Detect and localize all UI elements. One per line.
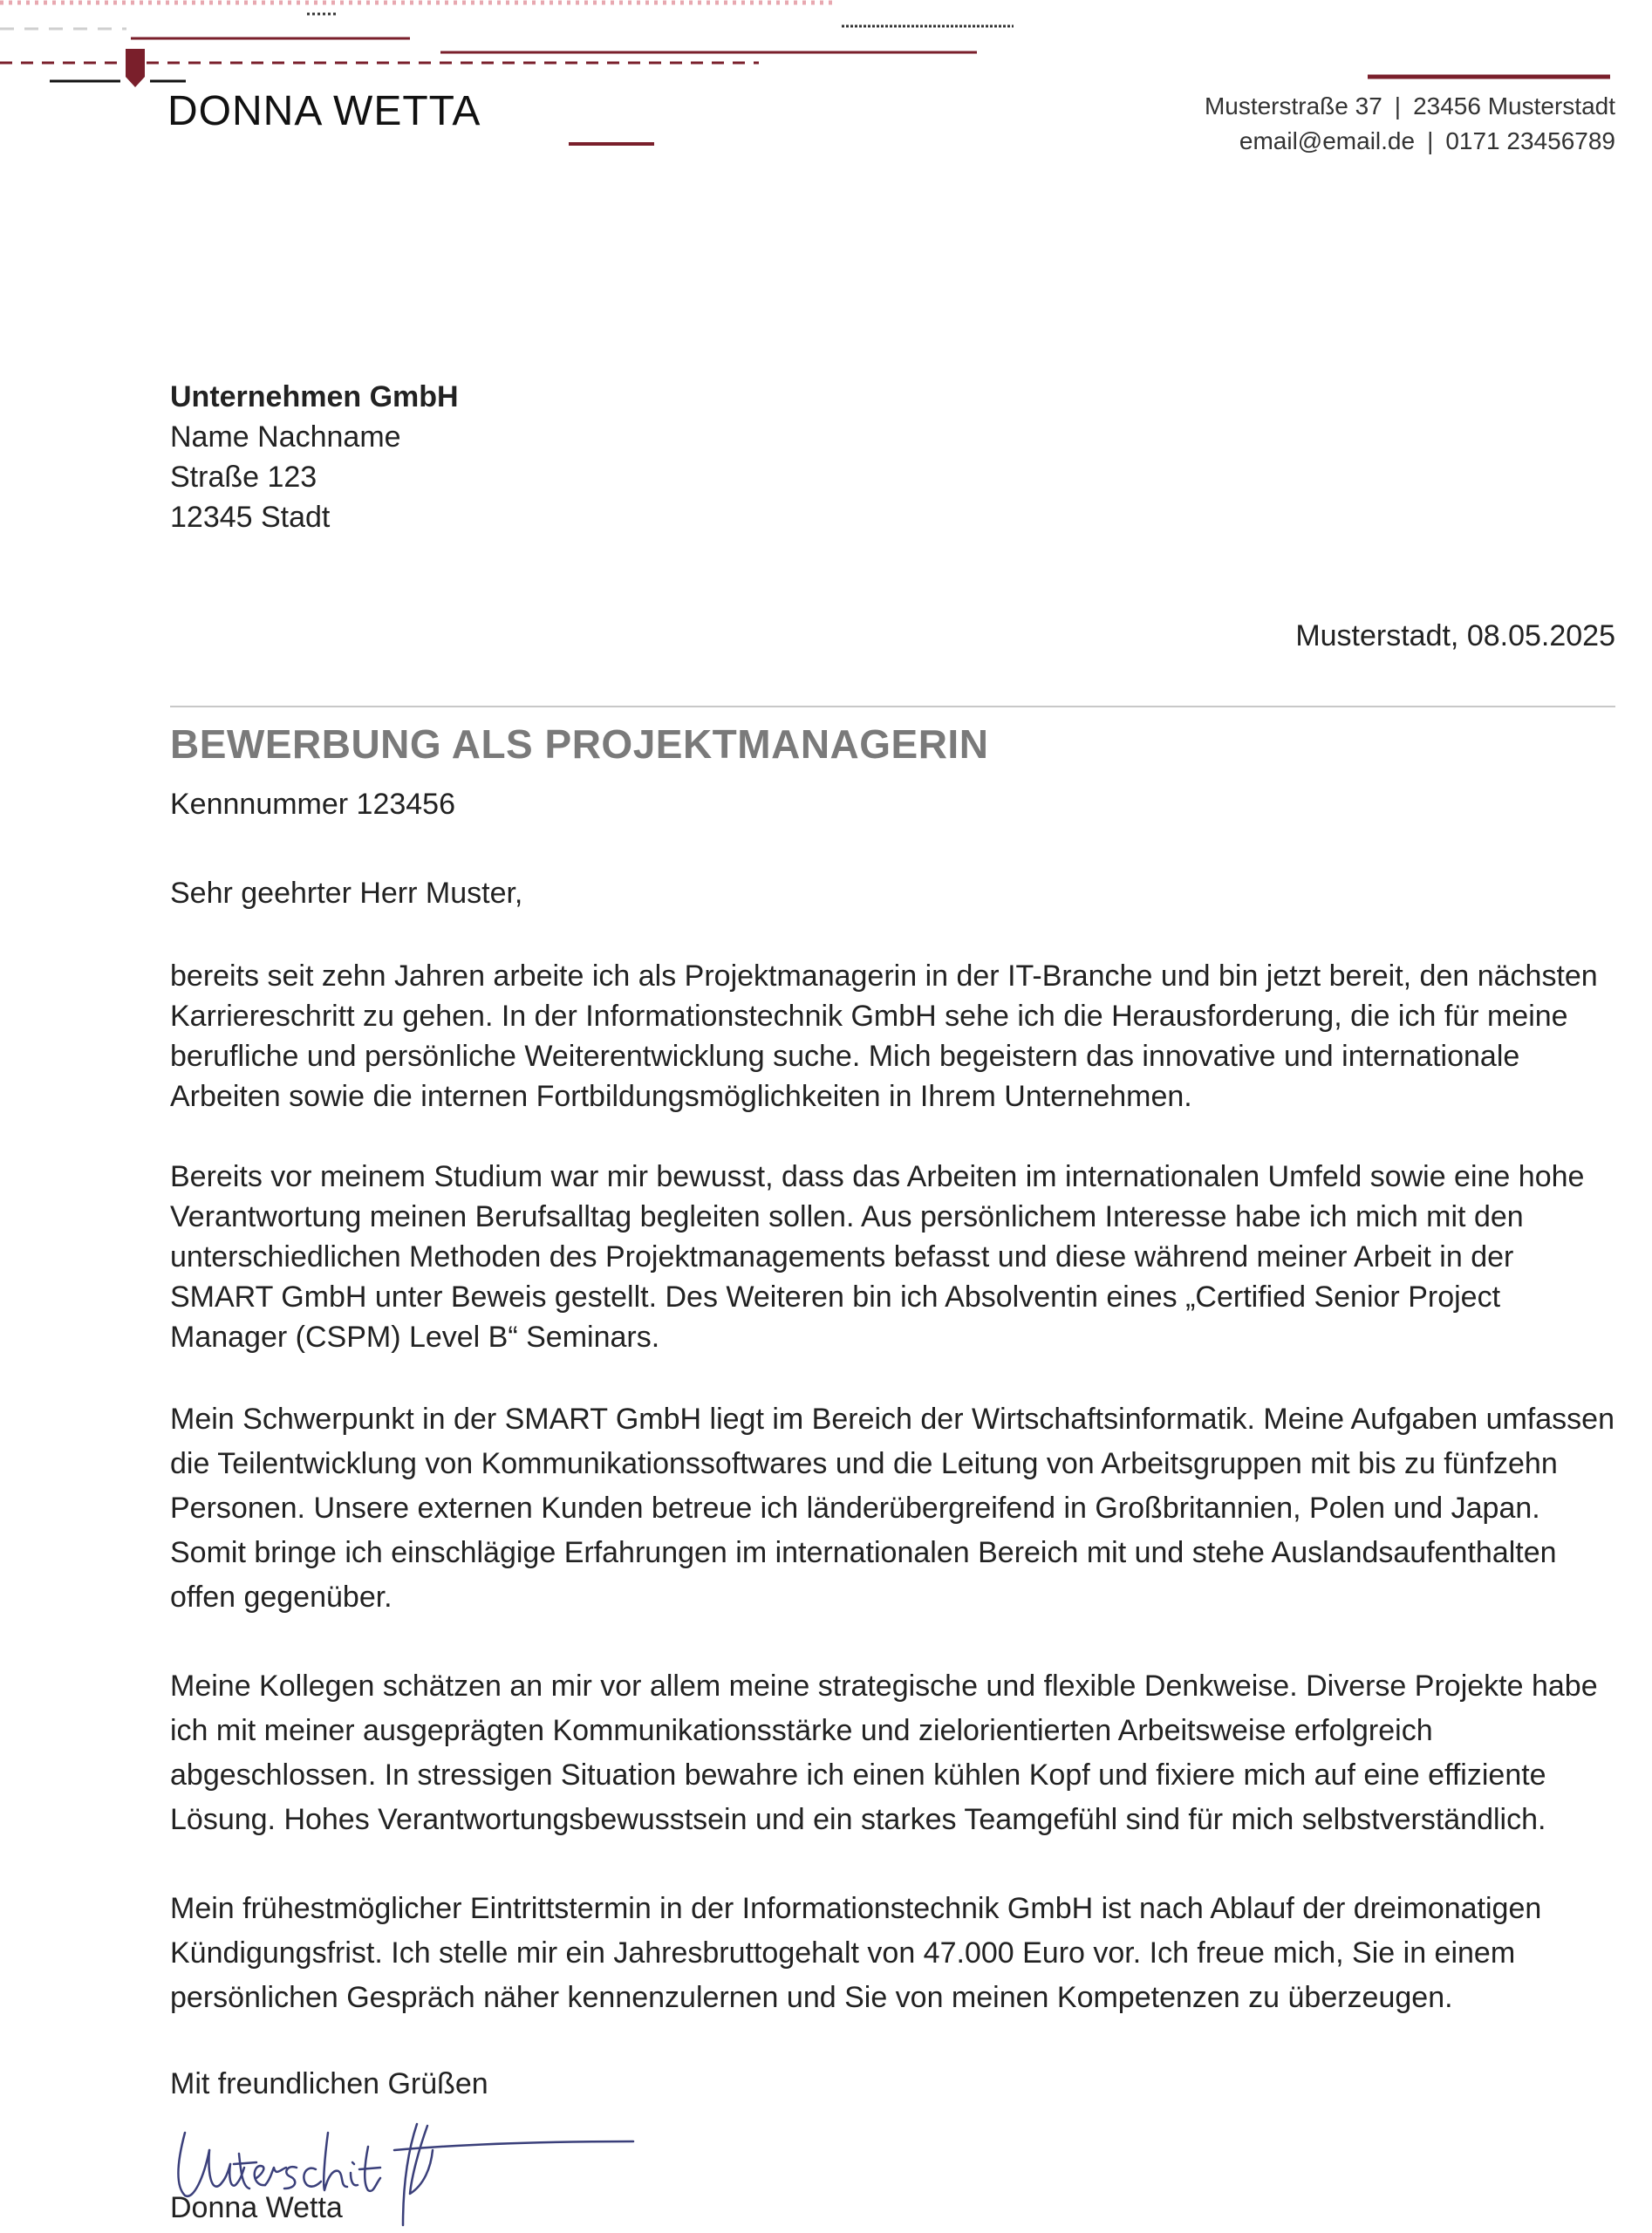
letter-body <box>170 956 1622 2020</box>
body-paragraph: Meine Kollegen schätzen an mir vor allem meine strategische und flexible Denkweise. Diverse Projekte habe ich mit meiner ausgeprägten Kommunikationsstärke und zielorientierten Arbeitsweise erfolgreich abgeschlossen. In stressigen Situation bewahre ich einen kühlen Kopf und fixiere mich auf eine effiziente Lösung. Hohes Verantwortungsbewusstsein und ein starkes Teamgefühl sind für mich selbstverständlich. <box>170 1670 1598 1836</box>
recipient-street: Straße 123 <box>170 461 317 494</box>
contact-address-line <box>1205 89 1615 124</box>
contact-email[interactable]: email@email.de <box>1239 127 1416 154</box>
contact-block <box>1205 89 1615 159</box>
reference-number: Kennnummer 123456 <box>170 788 456 821</box>
recipient-city: 12345 Stadt <box>170 501 331 534</box>
contact-city: 23456 Musterstadt <box>1413 92 1615 120</box>
body-paragraph: Mein Schwerpunkt in der SMART GmbH liegt im Bereich der Wirtschaftsinformatik. Meine Aufgaben umfassen die Teilentwicklung von Kommunikationssoftwares und die Leitung von Arbeitsgruppen mit bis zu fünfzehn Personen. Unsere externen Kunden betreue ich länderübergreifend in Großbritannien, Polen und Japan. Somit bringe ich einschlägige Erfahrungen im internationalen Bereich mit und stehe Auslandsaufenthalten offen gegenüber. <box>170 1403 1614 1614</box>
salutation: Sehr geehrter Herr Muster, <box>170 877 523 910</box>
divider <box>170 706 1615 707</box>
body-paragraph: Bereits vor meinem Studium war mir bewusst, dass das Arbeiten im internationalen Umfeld sowie eine hohe Verantwortung meinen Berufsalltag begleiten sollen. Aus persönlichem Interesse habe ich mich mit den unterschiedlichen Methoden des Projektmanagements befasst und diese während meiner Arbeit in der SMART GmbH unter Beweis gestellt. Des Weiteren bin ich Absolventin eines „Certified Senior Project Manager (CSPM) Level B“ Seminars. <box>170 1160 1585 1354</box>
contact-phone[interactable]: 0171 23456789 <box>1445 127 1615 154</box>
body-paragraph: Mein frühestmöglicher Eintrittstermin in der Informationstechnik GmbH ist nach Ablauf der dreimonatigen Kündigungsfrist. Ich stelle mir ein Jahresbruttogehalt von 47.000 Euro vor. Ich freue mich, Sie in einem persönlichen Gespräch näher kennenzulernen und Sie von meinen Kompetenzen zu überzeugen. <box>170 1892 1542 2014</box>
letter-subject: BEWERBUNG ALS PROJEKTMANAGERIN <box>170 721 989 767</box>
closing: Mit freundlichen Grüßen <box>170 2067 488 2100</box>
recipient-contact: Name Nachname <box>170 420 401 454</box>
applicant-name: DONNA WETTA <box>167 88 481 134</box>
contact-reach-line <box>1205 124 1615 159</box>
signer-name: Donna Wetta <box>170 2191 343 2224</box>
separator: | <box>1394 92 1402 120</box>
recipient-company: Unternehmen GmbH <box>170 380 459 413</box>
separator: | <box>1427 127 1434 154</box>
recipient-address <box>170 377 459 537</box>
contact-street: Musterstraße 37 <box>1204 92 1382 120</box>
letter-date: Musterstadt, 08.05.2025 <box>1295 619 1615 652</box>
body-paragraph: bereits seit zehn Jahren arbeite ich als Projektmanagerin in der IT-Branche und bin jetzt bereit, den nächsten Karriereschritt zu gehen. In der Informationstechnik GmbH sehe ich die Herausforderung, die ich für meine berufliche und persönliche Weiterentwicklung suche. Mich begeistern das innovative und internationale Arbeiten sowie die internen Fortbildungsmöglichkeiten in Ihrem Unternehmen. <box>170 959 1598 1113</box>
